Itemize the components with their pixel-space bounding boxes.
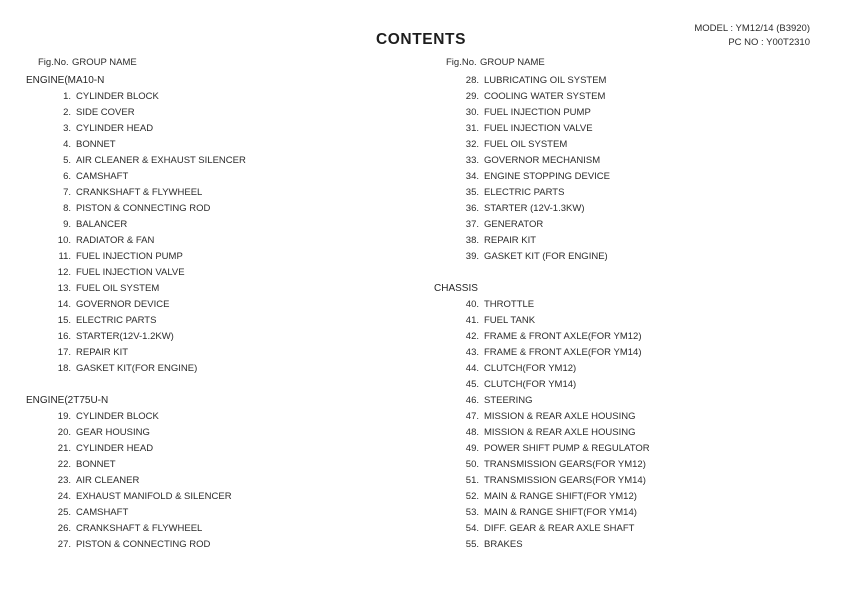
- contents-entry[interactable]: [434, 441, 834, 457]
- entry-group-name: REPAIR KIT: [484, 235, 537, 246]
- contents-column-right: [434, 55, 834, 553]
- contents-entry[interactable]: [26, 361, 426, 377]
- entry-group-name: CYLINDER BLOCK: [76, 91, 159, 102]
- entry-group-name: GEAR HOUSING: [76, 427, 150, 438]
- contents-entry[interactable]: [434, 297, 834, 313]
- entry-group-name: CYLINDER HEAD: [76, 443, 154, 454]
- entry-group-name: MISSION & REAR AXLE HOUSING: [484, 427, 636, 438]
- contents-section: [26, 393, 426, 553]
- entry-group-name: REPAIR KIT: [76, 347, 129, 358]
- entry-fig-number: 9.: [63, 219, 71, 230]
- contents-entry[interactable]: [26, 217, 426, 233]
- contents-entry[interactable]: [26, 329, 426, 345]
- entry-group-name: SIDE COVER: [76, 107, 135, 118]
- entry-fig-number: 17.: [57, 347, 71, 358]
- contents-entry[interactable]: [26, 153, 426, 169]
- entry-fig-number: 16.: [57, 331, 71, 342]
- entry-group-name: PISTON & CONNECTING ROD: [76, 203, 211, 214]
- entry-fig-number: 45.: [465, 379, 479, 390]
- entry-group-name: CAMSHAFT: [76, 507, 129, 518]
- entry-group-name: STEERING: [484, 395, 533, 406]
- entry-group-name: ENGINE STOPPING DEVICE: [484, 171, 610, 182]
- entry-group-name: TRANSMISSION GEARS(FOR YM12): [484, 459, 646, 470]
- entry-group-name: AIR CLEANER & EXHAUST SILENCER: [76, 155, 246, 166]
- contents-entry[interactable]: [434, 169, 834, 185]
- entry-group-name: FUEL INJECTION PUMP: [76, 251, 183, 262]
- contents-entry[interactable]: [26, 201, 426, 217]
- entry-group-name: FUEL OIL SYSTEM: [76, 283, 160, 294]
- column-header-fig-no: Fig.No.: [38, 57, 69, 68]
- entry-fig-number: 38.: [465, 235, 479, 246]
- contents-entry[interactable]: [434, 201, 834, 217]
- entry-group-name: GOVERNOR MECHANISM: [484, 155, 601, 166]
- entry-fig-number: 19.: [57, 411, 71, 422]
- entry-group-name: BALANCER: [76, 219, 128, 230]
- contents-entry[interactable]: [434, 185, 834, 201]
- entry-group-name: GASKET KIT (FOR ENGINE): [484, 251, 608, 262]
- section-title: ENGINE(2T75U-N: [26, 395, 109, 406]
- entry-fig-number: 43.: [465, 347, 479, 358]
- entry-fig-number: 14.: [57, 299, 71, 310]
- contents-section: [434, 73, 834, 265]
- entry-fig-number: 41.: [465, 315, 479, 326]
- section-title: ENGINE(MA10-N: [26, 75, 105, 86]
- entry-fig-number: 36.: [465, 203, 479, 214]
- contents-entry[interactable]: [434, 377, 834, 393]
- contents-entry[interactable]: [434, 345, 834, 361]
- contents-entry[interactable]: [26, 457, 426, 473]
- contents-entry[interactable]: [26, 521, 426, 537]
- contents-entry[interactable]: [434, 489, 834, 505]
- entry-group-name: BONNET: [76, 459, 116, 470]
- section-spacer: [26, 377, 426, 391]
- entry-fig-number: 44.: [465, 363, 479, 374]
- model-number-text: MODEL : YM12/14 (B3920): [694, 23, 810, 34]
- entry-group-name: CLUTCH(FOR YM12): [484, 363, 577, 374]
- section-title: CHASSIS: [434, 283, 478, 294]
- entry-fig-number: 46.: [465, 395, 479, 406]
- entry-group-name: ELECTRIC PARTS: [484, 187, 565, 198]
- contents-entry[interactable]: [26, 505, 426, 521]
- entry-group-name: BONNET: [76, 139, 116, 150]
- contents-entry[interactable]: [26, 265, 426, 281]
- entry-fig-number: 39.: [465, 251, 479, 262]
- entry-fig-number: 8.: [63, 203, 71, 214]
- contents-entry[interactable]: [26, 489, 426, 505]
- entry-group-name: FUEL INJECTION VALVE: [76, 267, 185, 278]
- entry-group-name: FUEL TANK: [484, 315, 536, 326]
- entry-fig-number: 49.: [465, 443, 479, 454]
- entry-fig-number: 40.: [465, 299, 479, 310]
- section-container-right: [434, 73, 834, 553]
- entry-fig-number: 55.: [465, 539, 479, 550]
- entry-fig-number: 4.: [63, 139, 71, 150]
- entry-fig-number: 33.: [465, 155, 479, 166]
- entry-group-name: CAMSHAFT: [76, 171, 129, 182]
- entry-group-name: FUEL INJECTION PUMP: [484, 107, 591, 118]
- entry-fig-number: 37.: [465, 219, 479, 230]
- entry-fig-number: 51.: [465, 475, 479, 486]
- contents-entry[interactable]: [26, 281, 426, 297]
- entry-fig-number: 23.: [57, 475, 71, 486]
- contents-entry-list: [26, 89, 426, 377]
- entry-group-name: EXHAUST MANIFOLD & SILENCER: [76, 491, 232, 502]
- entry-group-name: CRANKSHAFT & FLYWHEEL: [76, 187, 203, 198]
- entry-fig-number: 10.: [57, 235, 71, 246]
- entry-fig-number: 54.: [465, 523, 479, 534]
- contents-entry[interactable]: [26, 105, 426, 121]
- entry-fig-number: 18.: [57, 363, 71, 374]
- contents-entry-list: [434, 73, 834, 265]
- column-header-group-name: GROUP NAME: [480, 57, 545, 68]
- entry-fig-number: 15.: [57, 315, 71, 326]
- entry-group-name: LUBRICATING OIL SYSTEM: [484, 75, 607, 86]
- entry-group-name: STARTER (12V-1.3KW): [484, 203, 585, 214]
- entry-fig-number: 31.: [465, 123, 479, 134]
- entry-fig-number: 7.: [63, 187, 71, 198]
- entry-group-name: MISSION & REAR AXLE HOUSING: [484, 411, 636, 422]
- entry-fig-number: 47.: [465, 411, 479, 422]
- contents-entry[interactable]: [434, 393, 834, 409]
- entry-group-name: MAIN & RANGE SHIFT(FOR YM12): [484, 491, 637, 502]
- contents-entry[interactable]: [434, 361, 834, 377]
- contents-entry[interactable]: [434, 105, 834, 121]
- contents-entry-list: [26, 409, 426, 553]
- entry-fig-number: 27.: [57, 539, 71, 550]
- entry-fig-number: 21.: [57, 443, 71, 454]
- entry-fig-number: 53.: [465, 507, 479, 518]
- contents-entry[interactable]: [26, 537, 426, 553]
- entry-group-name: BRAKES: [484, 539, 523, 550]
- contents-entry[interactable]: [26, 121, 426, 137]
- contents-entry[interactable]: [26, 473, 426, 489]
- entry-group-name: GASKET KIT(FOR ENGINE): [76, 363, 198, 374]
- entry-fig-number: 2.: [63, 107, 71, 118]
- entry-group-name: CYLINDER BLOCK: [76, 411, 159, 422]
- page-title: CONTENTS: [375, 31, 467, 49]
- contents-entry-list: [434, 297, 834, 553]
- entry-group-name: GOVERNOR DEVICE: [76, 299, 170, 310]
- entry-fig-number: 50.: [465, 459, 479, 470]
- entry-fig-number: 12.: [57, 267, 71, 278]
- contents-column-left: [26, 55, 426, 553]
- contents-entry[interactable]: [26, 233, 426, 249]
- entry-group-name: FUEL INJECTION VALVE: [484, 123, 593, 134]
- entry-group-name: FUEL OIL SYSTEM: [484, 139, 568, 150]
- contents-entry[interactable]: [434, 249, 834, 265]
- entry-group-name: STARTER(12V-1.2KW): [76, 331, 174, 342]
- entry-fig-number: 29.: [465, 91, 479, 102]
- contents-entry[interactable]: [434, 505, 834, 521]
- entry-fig-number: 32.: [465, 139, 479, 150]
- entry-group-name: PISTON & CONNECTING ROD: [76, 539, 211, 550]
- contents-entry[interactable]: [26, 425, 426, 441]
- contents-entry[interactable]: [434, 409, 834, 425]
- entry-fig-number: 25.: [57, 507, 71, 518]
- entry-fig-number: 48.: [465, 427, 479, 438]
- section-container-left: [26, 73, 426, 553]
- entry-fig-number: 52.: [465, 491, 479, 502]
- entry-fig-number: 24.: [57, 491, 71, 502]
- contents-entry[interactable]: [26, 409, 426, 425]
- contents-entry[interactable]: [26, 345, 426, 361]
- contents-entry[interactable]: [26, 249, 426, 265]
- entry-fig-number: 13.: [57, 283, 71, 294]
- contents-entry[interactable]: [434, 137, 834, 153]
- entry-group-name: GENERATOR: [484, 219, 544, 230]
- contents-section: [434, 281, 834, 553]
- contents-entry[interactable]: [434, 217, 834, 233]
- entry-group-name: AIR CLEANER: [76, 475, 140, 486]
- contents-entry[interactable]: [434, 473, 834, 489]
- entry-fig-number: 11.: [58, 251, 71, 262]
- contents-entry[interactable]: [26, 169, 426, 185]
- entry-fig-number: 26.: [57, 523, 71, 534]
- entry-fig-number: 30.: [465, 107, 479, 118]
- entry-fig-number: 3.: [63, 123, 71, 134]
- contents-entry[interactable]: [434, 153, 834, 169]
- column-header-group-name: GROUP NAME: [72, 57, 137, 68]
- entry-group-name: POWER SHIFT PUMP & REGULATOR: [484, 443, 650, 454]
- contents-entry[interactable]: [434, 233, 834, 249]
- entry-group-name: TRANSMISSION GEARS(FOR YM14): [484, 475, 646, 486]
- contents-entry[interactable]: [434, 121, 834, 137]
- entry-group-name: ELECTRIC PARTS: [76, 315, 157, 326]
- entry-fig-number: 34.: [465, 171, 479, 182]
- contents-entry[interactable]: [26, 297, 426, 313]
- model-info-block: [694, 22, 810, 50]
- entry-group-name: CLUTCH(FOR YM14): [484, 379, 577, 390]
- entry-group-name: CRANKSHAFT & FLYWHEEL: [76, 523, 203, 534]
- entry-group-name: THROTTLE: [484, 299, 535, 310]
- contents-entry[interactable]: [434, 89, 834, 105]
- entry-fig-number: 22.: [57, 459, 71, 470]
- entry-fig-number: 6.: [63, 171, 71, 182]
- entry-group-name: COOLING WATER SYSTEM: [484, 91, 606, 102]
- pc-number-text: PC NO : Y00T2310: [728, 37, 810, 48]
- contents-entry[interactable]: [26, 441, 426, 457]
- entry-fig-number: 35.: [465, 187, 479, 198]
- column-header-left: [26, 55, 426, 71]
- entry-fig-number: 20.: [57, 427, 71, 438]
- contents-entry[interactable]: [434, 73, 834, 89]
- entry-group-name: CYLINDER HEAD: [76, 123, 154, 134]
- entry-group-name: FRAME & FRONT AXLE(FOR YM14): [484, 347, 642, 358]
- entry-fig-number: 28.: [465, 75, 479, 86]
- contents-entry[interactable]: [434, 329, 834, 345]
- contents-entry[interactable]: [434, 313, 834, 329]
- contents-entry[interactable]: [434, 537, 834, 553]
- entry-fig-number: 42.: [465, 331, 479, 342]
- entry-group-name: DIFF. GEAR & REAR AXLE SHAFT: [484, 523, 635, 534]
- section-spacer: [434, 265, 834, 279]
- column-header-fig-no: Fig.No.: [446, 57, 477, 68]
- entry-group-name: MAIN & RANGE SHIFT(FOR YM14): [484, 507, 637, 518]
- entry-fig-number: 5.: [63, 155, 71, 166]
- contents-entry[interactable]: [26, 137, 426, 153]
- contents-section: [26, 73, 426, 377]
- contents-entry[interactable]: [26, 185, 426, 201]
- entry-group-name: RADIATOR & FAN: [76, 235, 155, 246]
- entry-group-name: FRAME & FRONT AXLE(FOR YM12): [484, 331, 642, 342]
- column-header-right: [434, 55, 834, 71]
- contents-entry[interactable]: [434, 521, 834, 537]
- contents-entry[interactable]: [434, 425, 834, 441]
- contents-entry[interactable]: [26, 313, 426, 329]
- contents-entry[interactable]: [26, 89, 426, 105]
- contents-entry[interactable]: [434, 457, 834, 473]
- entry-fig-number: 1.: [63, 91, 71, 102]
